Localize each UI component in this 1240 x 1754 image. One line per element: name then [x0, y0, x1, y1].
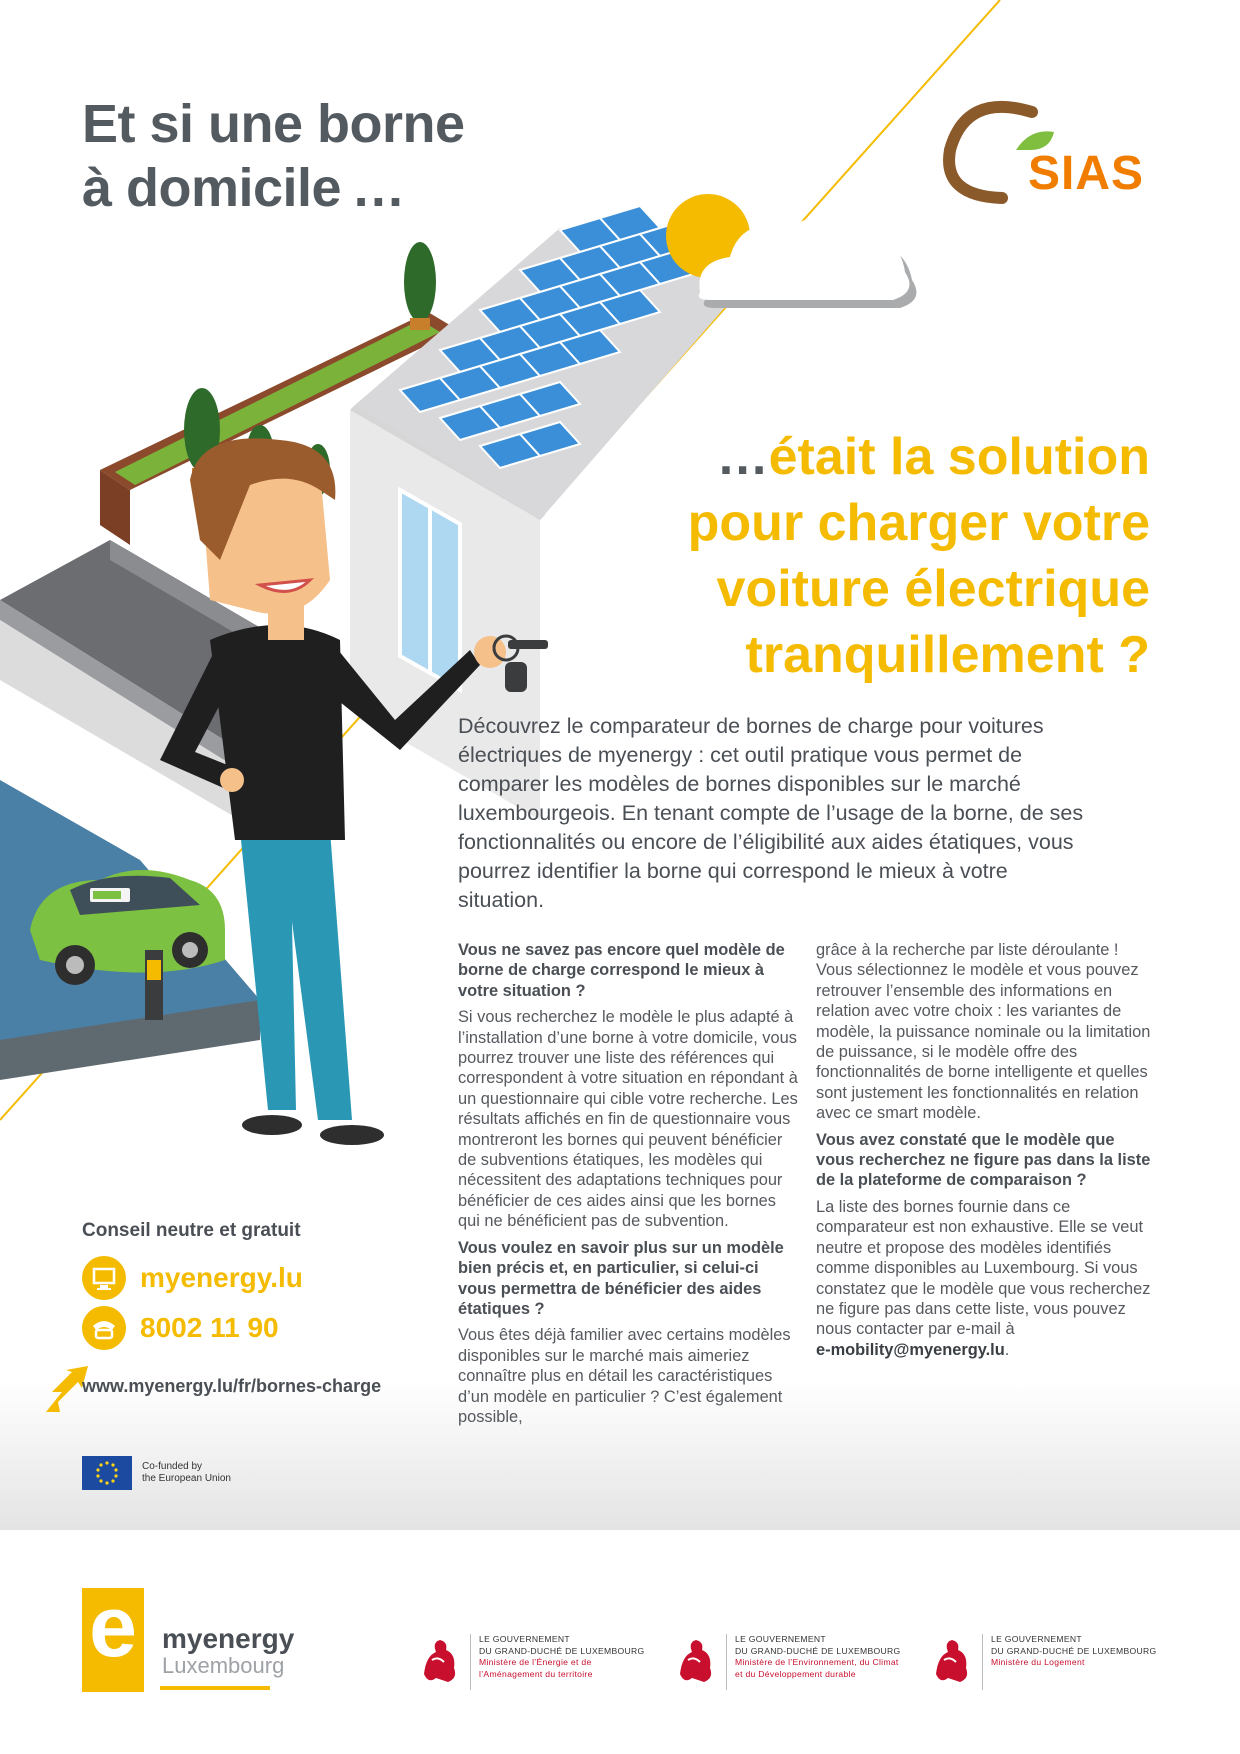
gov-1-line-2: DU GRAND-DUCHÉ DE LUXEMBOURG: [479, 1645, 645, 1656]
gov-1-line-1: LE GOUVERNEMENT: [479, 1634, 570, 1644]
answer-1: Si vous recherchez le modèle le plus adapté à l’installation d’une borne à votre domicile, vous pourrez trouver une liste des références qui correspondent à votre situation en répondant à un questionnaire qui cible votre recherche. Les résultats affichés en fin de questionnaire vous montreront les bornes qui peuvent bénéficier de subventions étatiques, les modèles qui nécessitent des adaptations techniques pour bénéficier de ces aides ainsi que les bornes qui ne bénéficient pas de subvention.: [458, 1008, 798, 1231]
headline-line-1: Et si une borne: [82, 94, 465, 154]
gov-logo-environnement: [674, 1634, 901, 1690]
headline-line-2: à domicile …: [82, 158, 405, 218]
lion-icon: [930, 1634, 972, 1686]
gov-2-ministry-a: Ministère de l’Environnement, du Climat: [735, 1657, 899, 1667]
gov-3-ministry-a: Ministère du Logement: [991, 1657, 1085, 1667]
myenergy-logo-letter: e: [89, 1579, 137, 1675]
headline: [82, 92, 602, 220]
eu-flag-icon: [82, 1456, 132, 1490]
contact-heading: Conseil neutre et gratuit: [82, 1220, 301, 1241]
tagline-line-2: pour charger votre: [687, 494, 1150, 552]
eu-line-2: the European Union: [142, 1473, 231, 1484]
tagline-line-3: voiture électrique: [716, 560, 1150, 618]
eu-line-1: Co-funded by: [142, 1461, 203, 1472]
gov-1-ministry-b: l’Aménagement du territoire: [479, 1668, 593, 1679]
phone-number[interactable]: 8002 11 90: [140, 1312, 279, 1343]
url-row[interactable]: [36, 1376, 381, 1397]
gov-logo-logement: [930, 1634, 1157, 1690]
text-column-1: [458, 940, 798, 1433]
gov-3-line-2: DU GRAND-DUCHÉ DE LUXEMBOURG: [991, 1645, 1157, 1656]
glass-door: [400, 490, 460, 690]
website-link[interactable]: myenergy.lu: [140, 1262, 303, 1293]
bornes-charge-url[interactable]: www.myenergy.lu/fr/bornes-charge: [82, 1376, 382, 1396]
gov-2-line-2: DU GRAND-DUCHÉ DE LUXEMBOURG: [735, 1645, 901, 1656]
myenergy-brand-name: myenergy: [162, 1623, 295, 1654]
question-1: Vous ne savez pas encore quel modèle de borne de charge correspond le mieux à votre situation ?: [458, 941, 785, 1000]
myenergy-logo: [82, 1579, 302, 1698]
contact-email-link[interactable]: e-mobility@myenergy.lu: [816, 1340, 1005, 1359]
tagline: [560, 424, 1150, 688]
question-2: Vous voulez en savoir plus sur un modèle bien précis et, en particulier, si celui-ci vous permettra de bénéficier des aides étatiques ?: [458, 1238, 784, 1318]
gov-1-ministry-a: Ministère de l’Énergie et de: [479, 1657, 592, 1667]
lion-icon: [418, 1634, 460, 1686]
lion-icon: [674, 1634, 716, 1686]
myenergy-brand-sub: Luxembourg: [162, 1653, 285, 1678]
tagline-line-4: tranquillement ?: [745, 626, 1150, 684]
website-row[interactable]: [82, 1256, 303, 1300]
lead-paragraph: Découvrez le comparateur de bornes de charge pour voitures électriques de myenergy : cet outil pratique vous permet de comparer les modèles de bornes disponibles sur le marché luxembourgeois. En tenant compte de l’usage de la borne, de ses fonctionnalités ou encore de l’éligibilité aux aides étatiques, vous pourrez identifier la borne qui correspond le mieux à votre situation.: [458, 714, 1084, 912]
computer-icon: [82, 1256, 126, 1300]
charging-station-icon: [145, 950, 163, 1020]
answer-2-continued: grâce à la recherche par liste déroulante ! Vous sélectionnez le modèle et vous pouvez retrouver l’ensemble des informations en relation avec votre choix : les variantes de modèle, la puissance nominale ou la limitation de puissance, si le modèle offre des fonctionnalités de borne intelligente et quelles sont justement les fonctionnalités en relation avec ce smart modèle.: [816, 941, 1151, 1123]
gov-2-line-1: LE GOUVERNEMENT: [735, 1634, 826, 1644]
text-column-2: [816, 940, 1156, 1366]
gov-3-line-1: LE GOUVERNEMENT: [991, 1634, 1082, 1644]
tagline-dots: …: [716, 428, 769, 486]
phone-row[interactable]: [82, 1306, 279, 1350]
tagline-line-1: était la solution: [768, 428, 1150, 486]
answer-3-text: La liste des bornes fournie dans ce comparateur est non exhaustive. Elle se veut neutre et propose des modèles identifiés comme disponibles au Luxembourg. Si vous constatez que le modèle que vous recherchez ne figure pas dans cette liste, vous pouvez nous contacter par e-mail à: [816, 1197, 1151, 1339]
answer-3: [816, 1197, 1156, 1360]
answer-2: Vous êtes déjà familier avec certains modèles disponibles sur le marché mais aimeriez connaître plus en détail les caractéristiques d’un modèle en particulier ? C’est également possible,: [458, 1326, 791, 1426]
phone-icon: [82, 1306, 126, 1350]
sias-logo: SIAS: [1028, 147, 1145, 200]
gov-2-ministry-b: et du Développement durable: [735, 1668, 856, 1679]
question-3: Vous avez constaté que le modèle que vous recherchez ne figure pas dans la liste de la plateforme de comparaison ?: [816, 1130, 1151, 1190]
eu-cofunded: [82, 1456, 231, 1490]
answer-3-end: .: [1004, 1340, 1010, 1359]
gov-logo-energie: [418, 1634, 645, 1690]
